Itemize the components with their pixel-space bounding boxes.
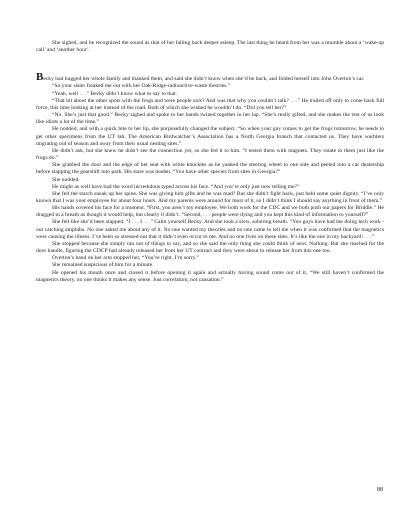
page-number: 88 [377,487,383,493]
paragraph: “So your sister freaked me out with her Oak-Ridge-radioactive-waste theories.” [52,83,231,90]
paragraph: She felt like she’d been slapped. “I . . . I . . .” Calm yourself Becky. And she took a slow, sobering breath. “You guys have had me doing tech work - out catching amphibs. No one asked me about any of it. No one wanted my theories and no one came to tell me when it was confirmed that the magnetics were causing the illness. I’ve been so stressed out that it didn’t even occur to me. And no one lives on these sites. It’s like the one in my backyard! . . .” [36,219,384,240]
paragraph: He didn’t ask, but she knew he didn’t see the connection yet, so she fed it to him. “I tested them with magnets. They rotate to them just like the frogs do.” [36,147,384,162]
paragraph: She sighed, and he recognized the sound as that of her falling back deeper asleep. The last thing he heard from her was a mumble about a ‘wake-up call’ and ‘another hour’. [36,40,384,54]
paragraph: His hands covered his face for a moment. “First, you aren’t my employee. We both work for the CDC and we both push our papers for Briddle.” He dragged in a breath as though it would help, but clearly it didn’t. “Second, . . . people were dying and you kept this kind of information to yourself?” [36,205,384,219]
paragraph: She nodded. [52,176,80,183]
paragraph: She remained suspicious of him for a minute. [52,262,154,269]
scene-break [36,54,384,74]
paragraph: She stopped because she simply ran out of things to say, and so she said the only thing she could think of next. Nothing. But she reached for the door handle, figuring the CDCP had already released her from her UT contract and they were about to release her from this one too. [36,240,384,255]
paragraph: She felt the starch sneak up her spine. She was giving him gifts and he was mad? But she didn’t fight back, just held some quiet dignity. “I’ve only known that I was your employee for about four hours. And my parents were around for most of it, so I didn’t think I should say anything in front of them.” [36,190,384,204]
paragraph: He might as well have had the word incredulous typed across his face. “And you’re only just now telling me?” [52,183,300,190]
paragraph: He opened his mouth once and closed it before opening it again and actually having sound come out of it, “We still haven’t confirmed the magnetics theory, no one thinks it makes any sense. Just correlation, not causation.” [36,269,384,283]
paragraph: Overton’s hand on her arm stopped her, “You’re right. I’m sorry.” [52,255,199,262]
opening-paragraph-text: ecky had hugged her whole family and thanked them, and said she didn’t know when she’d be back, and folded herself into John Overton’s car. [43,76,365,83]
paragraph: He nodded, and with a quick bite to her lip, she purposefully changed the subject. “So when your guy comes to get the frogs tomorrow, he needs to get other specimens from the UT lab. The American Birdwatcher’s Association has a North Georgia branch that contacted us. They have warblers migrating out of season and away from their usual nesting sites.” [36,126,384,147]
paragraph: “No. She’s just that good.” Becky sighed and spoke to her hands twined together in her lap. “She’s really gifted, and she makes the rest of us look like idiots a lot of the time.” [36,112,384,126]
paragraph: “Yeah, well . . .” Becky didn’t know what to say to that. [52,90,178,97]
paragraph: She grabbed the door and the edge of her seat with white knuckles as he yanked the steering wheel to one side and peeled into a car dealership before slapping the gearshift into park. His stare was leaden. “You have other species from sites in Georgia?” [36,162,384,176]
paragraph: “That bit about the other spots with the frogs and were people sick? And was that why you couldn’t talk? . . .” He trailed off only to come back full force, this time looking at her instead of the road. Both of which she wished he wouldn’t do. “Did you tell her?” [36,97,384,111]
drop-cap-letter: B [36,71,44,84]
